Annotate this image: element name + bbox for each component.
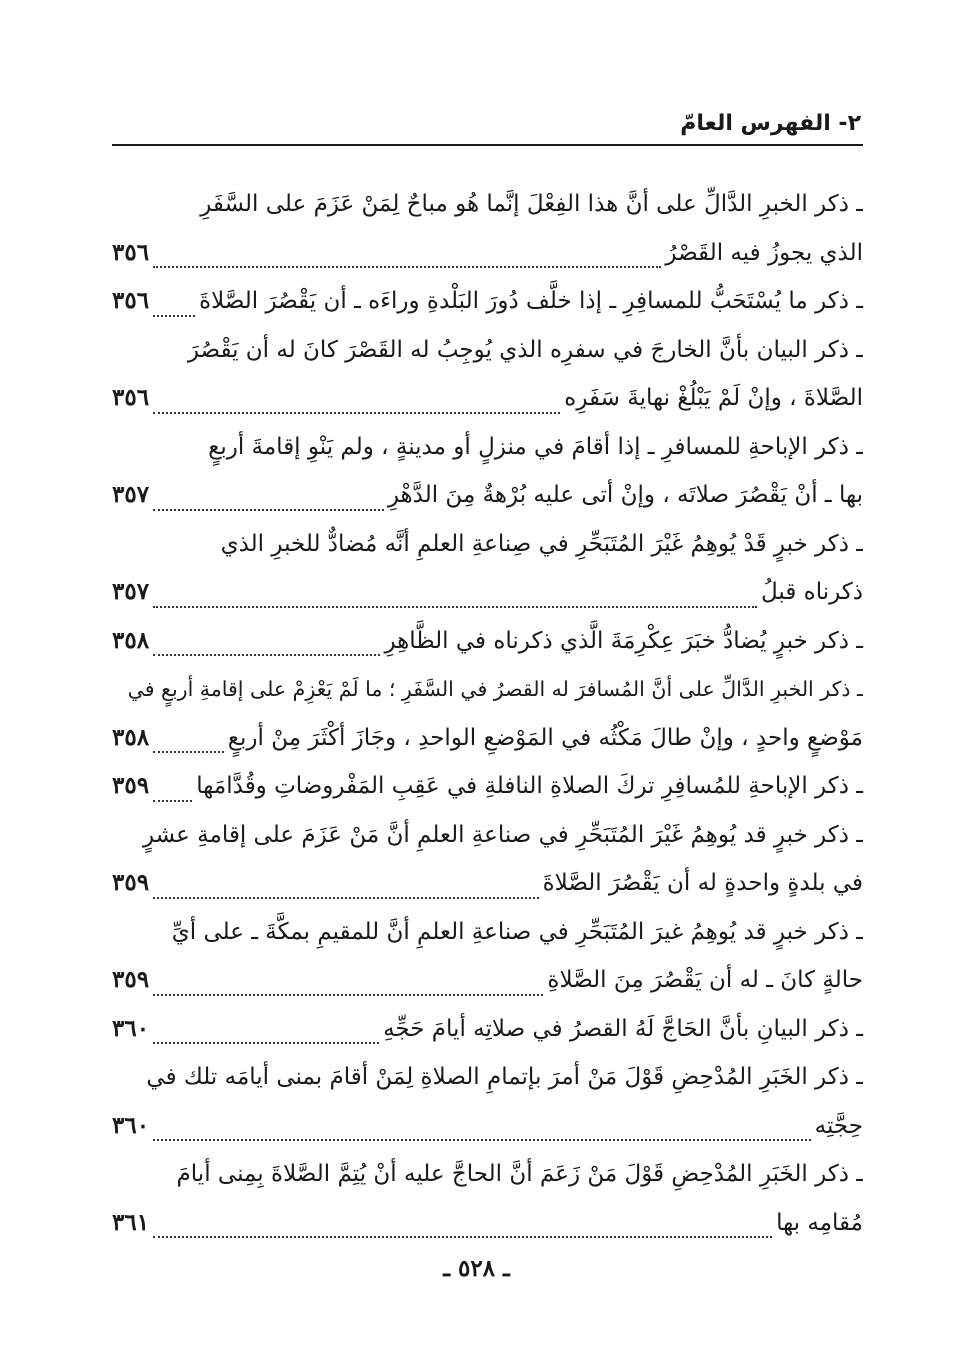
dot-leader — [153, 994, 543, 996]
page-reference: ٣٥٩ — [112, 966, 150, 993]
page-reference: ٣٥٨ — [112, 626, 150, 654]
entry-text-line: ـ ذكر البيان بأنَّ الخارجَ في سفرِه الذي يُوجِبُ له القَصْرَ كانَ له أن يَقْصُرَ — [187, 336, 863, 363]
page-number: ـ ٥٢٨ ـ — [443, 1255, 510, 1282]
dot-leader — [153, 315, 195, 317]
page-reference: ٣٥٧ — [112, 481, 150, 508]
entry-text: ـ ذكر ما يُسْتَحَبُّ للمسافِرِ ـ إذا خلَّف دُورَ البَلْدةِ وراءَه ـ أن يَقْصُرَ الصَّلاةَ — [199, 288, 863, 314]
dot-leader — [153, 509, 384, 511]
dot-leader — [153, 1236, 772, 1238]
dot-leader — [153, 800, 192, 802]
entry-last-line — [112, 374, 863, 423]
entry-text-line: ـ ذكر الخبرِ الدَّالِّ على أنَّ المُسافرَ له القصرُ في السَّفَرِ ؛ ما لَمْ يَعْزِمْ على إقامةِ أربعٍ في — [127, 677, 863, 701]
page-reference: ٣٦١ — [112, 1208, 150, 1236]
index-entries — [112, 180, 863, 1247]
entry-last-line — [112, 762, 863, 811]
index-entry — [112, 617, 863, 666]
dot-leader — [153, 751, 224, 753]
running-head: ٢- الفهرس العامّ — [680, 111, 861, 136]
entry-text: مُقامِه بها — [776, 1209, 863, 1236]
entry-text: حِجَّتِه — [814, 1112, 863, 1139]
index-entry — [112, 520, 863, 617]
index-entry — [112, 908, 863, 1005]
page-reference: ٣٥٩ — [112, 772, 150, 799]
entry-text-line: ـ ذكر الخبرِ الدَّالِّ على أنَّ هذا الفِعْلَ إنَّما هُو مباحٌ لِمَنْ عَزَمَ على السَّفَرِ — [200, 191, 863, 217]
page-reference: ٣٥٨ — [112, 723, 150, 751]
entry-last-line — [112, 956, 863, 1005]
entry-text: ذكرناه قبلُ — [760, 579, 863, 605]
entry-last-line — [112, 1102, 863, 1151]
entry-text-line: ـ ذكر خبرٍ قد يُوهِمُ غَيْرَ المُتَبَحِّرِ في صناعةِ العلمِ أنَّ مَنْ عَزَمَ على إقامةِ عشرٍ — [142, 821, 863, 848]
index-entry — [112, 423, 863, 520]
page-reference: ٣٦٠ — [112, 1014, 150, 1042]
page-reference: ٣٦٠ — [112, 1111, 150, 1139]
entry-last-line — [112, 471, 863, 520]
dot-leader — [153, 897, 539, 899]
page-reference: ٣٥٦ — [112, 287, 150, 314]
entry-last-line — [112, 229, 863, 278]
page-reference: ٣٥٧ — [112, 578, 150, 605]
entry-text: الذي يجوزُ فيه القَصْرُ — [665, 239, 863, 266]
index-entry — [112, 1053, 863, 1150]
page-reference: ٣٥٦ — [112, 238, 150, 266]
entry-text: ـ ذكر الإباحةِ للمُسافِرِ تركَ الصلاةِ النافلةِ في عَقِبِ المَفْروضاتِ وقُدَّامَها — [196, 773, 863, 799]
entry-last-line — [112, 568, 863, 617]
dot-leader — [153, 1139, 811, 1141]
entry-text-line: ـ ذكر الإباحةِ للمسافرِ ـ إذا أقامَ في منزلٍ أو مدينةٍ ، ولم يَنْوِ إقامةَ أربعٍ — [208, 433, 863, 460]
index-entry — [112, 180, 863, 277]
index-entry — [112, 762, 863, 811]
entry-text-line: ـ ذكر الخَبَرِ المُدْحِضِ قَوْلَ مَنْ أمرَ بإتمامِ الصلاةِ لِمَنْ أقامَ بمنى أيامَه تلك في — [146, 1064, 863, 1090]
entry-text: الصَّلاةَ ، وإنْ لَمْ يَبْلُغْ نهايةَ سَفَرِه — [564, 385, 863, 411]
index-entry — [112, 1005, 863, 1054]
entry-text: ـ ذكر خبرٍ يُضادُّ خبَرَ عِكْرِمَةَ الَّذي ذكرناه في الظَّاهِرِ — [384, 627, 863, 654]
dot-leader — [153, 1042, 379, 1044]
page-reference: ٣٥٦ — [112, 384, 150, 411]
entry-last-line — [112, 1005, 863, 1054]
entry-text: في بلدةٍ واحدةٍ له أن يَقْصُرَ الصَّلاةَ — [542, 870, 863, 896]
dot-leader — [153, 606, 757, 608]
index-entry — [112, 811, 863, 908]
index-entry — [112, 277, 863, 326]
page-reference: ٣٥٩ — [112, 869, 150, 896]
entry-text-line: ـ ذكر خبرٍ قَدْ يُوهِمُ غَيْرَ المُتَبَحِّرِ في صِناعةِ العلمِ أنَّه مُضادٌّ للخبرِ الذي — [220, 530, 863, 557]
entry-last-line — [112, 617, 863, 666]
entry-text: ـ ذكر البيانِ بأنَّ الحَاجَّ لَهُ القصرُ في صلاتِه أيامَ حَجِّهِ — [383, 1015, 863, 1042]
entry-last-line — [112, 714, 863, 763]
entry-text: بها ـ أنْ يَقْصُرَ صلاتَه ، وإنْ أتى عليه بُرْهةٌ مِنَ الدَّهْرِ — [387, 482, 863, 508]
entry-text-line: ـ ذكر الخَبَرِ المُدْحِضِ قَوْلَ مَنْ زَعَمَ أنَّ الحاجَّ عليه أنْ يُتِمَّ الصَّلاةَ بِمِنى أيامَ — [176, 1161, 863, 1187]
dot-leader — [153, 412, 560, 414]
index-entry — [112, 326, 863, 423]
header-rule — [112, 144, 863, 146]
index-entry — [112, 1150, 863, 1247]
entry-last-line — [112, 1199, 863, 1248]
entry-text-line: ـ ذكر خبرٍ قد يُوهِمُ غيرَ المُتَبَحِّرِ في صناعةِ العلمِ أنَّ للمقيمِ بمكَّةَ ـ على أيِّ — [171, 918, 863, 945]
entry-last-line — [112, 277, 863, 326]
entry-last-line — [112, 859, 863, 908]
entry-text: مَوْضعٍ واحدٍ ، وإنْ طالَ مَكْثُه في المَوْضعِ الواحدِ ، وجَازَ أكْثَرَ مِنْ أربعٍ — [227, 724, 863, 751]
dot-leader — [153, 654, 380, 656]
entry-text: حالةٍ كانَ ـ له أن يَقْصُرَ مِنَ الصَّلاةِ — [547, 967, 863, 993]
dot-leader — [153, 266, 661, 268]
index-entry — [112, 665, 863, 762]
